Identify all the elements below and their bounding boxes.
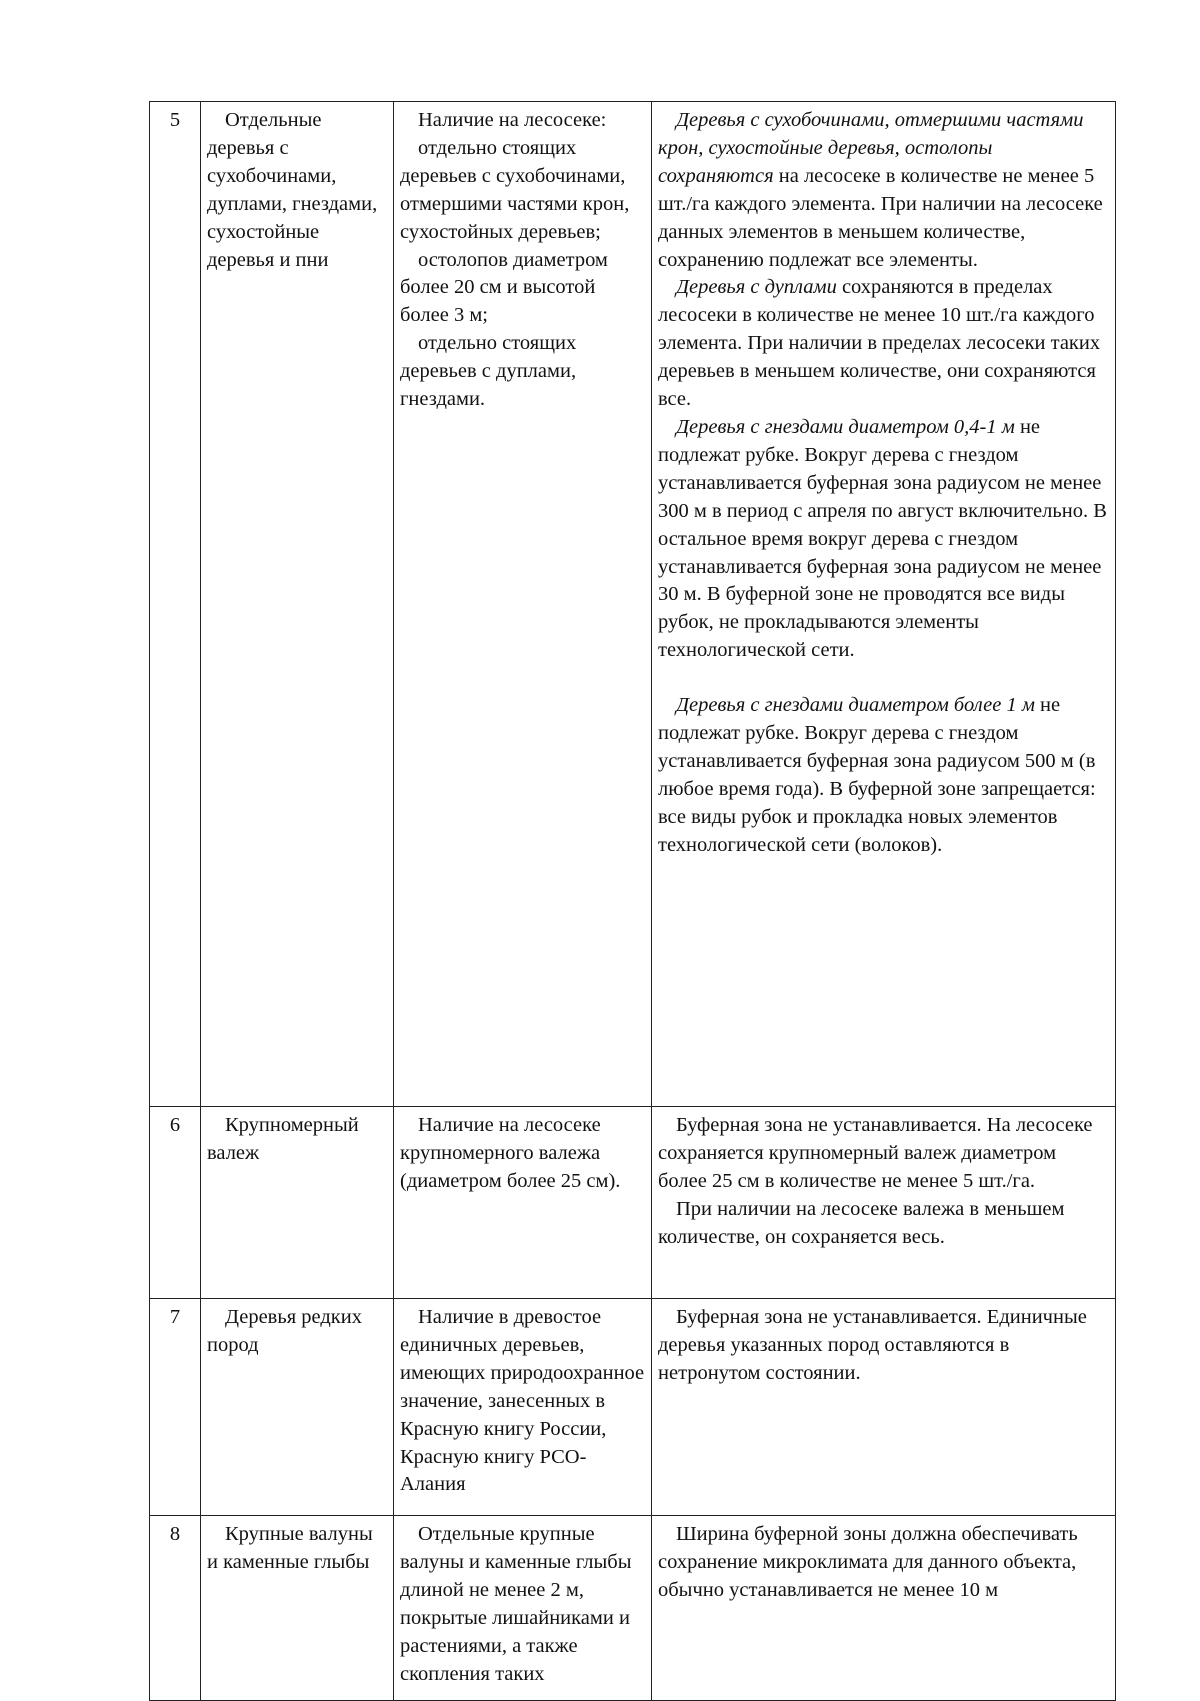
measure-paragraph [658,1304,1109,1388]
measure-text: Ширина буферной зоны должна обеспечивать сохранение микроклимата для данного объекта, обычно устанавливается не менее 10 м [658,1523,1078,1601]
measures-cell [652,102,1116,1107]
forest-protection-table [149,101,1116,1701]
measures-cell [652,1299,1116,1516]
measure-paragraph [658,107,1109,274]
row-number: 8 [150,1516,201,1701]
object-text: Крупные валуны и каменные глыбы [207,1523,373,1573]
criteria-text: остолопов диаметром более 20 см и высотой более 3 м; [400,248,608,327]
measure-text: сохраняются в пределах лесосеки в количестве не менее 10 шт./га каждого элемента. При наличии в пределах лесосеки таких деревьев в меньшем количестве, они сохраняются все. [658,276,1101,411]
table-row [150,1107,1116,1299]
row-number: 6 [150,1107,201,1299]
measure-paragraph [658,1521,1109,1605]
object-text: Крупномерный валеж [207,1114,359,1164]
criteria-text: отдельно стоящих деревьев с сухобочинами, отмершими частями крон, сухостойных деревьев; [400,136,630,243]
measure-emphasis: Деревья с гнездами диаметром 0,4-1 м [676,415,1015,438]
measure-paragraph [658,692,1109,859]
measure-emphasis: Деревья с гнездами диаметром более 1 м [676,694,1035,717]
criteria-cell [394,102,652,1107]
measure-paragraph [658,414,1109,665]
object-cell [201,1299,394,1516]
criteria-text: Наличие на лесосеке: [418,109,607,131]
measure-text: Буферная зона не устанавливается. Единичные деревья указанных пород оставляются в нетронутом состоянии. [658,1306,1087,1384]
criteria-text: отдельно стоящих деревьев с дуплами, гнездами. [400,332,577,411]
object-cell [201,102,394,1107]
measure-paragraph [658,1112,1109,1196]
measure-text: Буферная зона не устанавливается. На лесосеке сохраняется крупномерный валеж диаметром более 25 см в количестве не менее 5 шт./га. [658,1114,1093,1192]
object-text: Отдельные деревья с сухобочинами, дуплами, гнездами, сухостойные деревья и пни [207,109,378,271]
object-cell [201,1107,394,1299]
measures-cell [652,1516,1116,1701]
table-row [150,1516,1116,1701]
object-cell [201,1516,394,1701]
criteria-cell [394,1299,652,1516]
criteria-text: Отдельные крупные валуны и каменные глыбы длиной не менее 2 м, покрытые лишайниками и растениями, а также скопления таких [400,1523,632,1685]
object-text: Деревья редких пород [207,1306,362,1356]
criteria-cell [394,1107,652,1299]
criteria-text: Наличие в древостое единичных деревьев, имеющих природоохранное значение, занесенных в Красную книгу России, Красную книгу РСО-Алания [400,1306,645,1496]
measure-text: не подлежат рубке. Вокруг дерева с гнездом устанавливается буферная зона радиусом не менее 300 м в период с апреля по август включительно. В остальное время вокруг дерева с гнездом устанавливается буферная зона радиусом не менее 30 м. В буферной зоне не проводятся все виды рубок, не прокладываются элементы технологической сети. [658,415,1107,662]
table-row [150,102,1116,1107]
measure-emphasis: Деревья с сухобочинами, отмершими частями крон, сухостойные деревья, остолопы сохраняются [658,109,1084,187]
criteria-text: Наличие на лесосеке крупномерного валежа (диаметром более 25 см). [400,1114,621,1192]
row-number: 7 [150,1299,201,1516]
row-number: 5 [150,102,201,1107]
measures-cell [652,1107,1116,1299]
measure-emphasis: Деревья с дуплами [676,276,837,299]
measure-text: При наличии на лесосеке валежа в меньшем количестве, он сохраняется весь. [658,1197,1065,1248]
criteria-cell [394,1516,652,1701]
measure-text: не подлежат рубке. Вокруг дерева с гнездом устанавливается буферная зона радиусом 500 м (в любое время года). В буферной зоне запрещается: все виды рубок и прокладка новых элементов технологической сети (волоков). [658,694,1096,856]
table-row [150,1299,1116,1516]
measure-paragraph [658,274,1109,414]
measure-text: на лесосеке в количестве не менее 5 шт./га каждого элемента. При наличии на лесосеке данных элементов в меньшем количестве, сохранению подлежат все элементы. [658,164,1103,271]
measure-paragraph [658,1196,1109,1252]
